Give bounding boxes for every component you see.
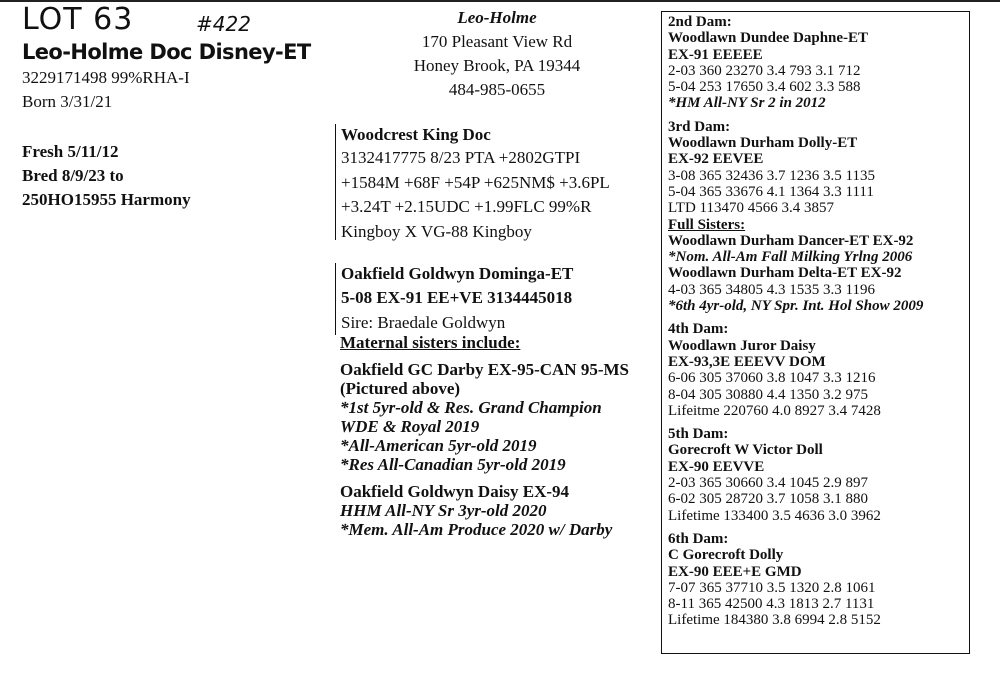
dam-heading: 3rd Dam:: [668, 118, 731, 135]
sister-award: *Res All-Canadian 5yr-old 2019: [340, 455, 566, 474]
sire-detail: Kingboy X VG-88 Kingboy: [341, 221, 532, 241]
fresh-date: Fresh 5/11/12: [22, 142, 119, 161]
dam2-section: [668, 14, 969, 112]
dam3-section: [668, 119, 969, 217]
production-record: 6-06 305 37060 3.8 1047 3.3 1216: [668, 370, 876, 387]
sister-name: Woodlawn Durham Delta-ET EX-92: [668, 265, 902, 282]
birth-date: Born 3/31/21: [22, 92, 113, 111]
dam6-section: [668, 531, 969, 629]
sister-note: (Pictured above): [340, 379, 461, 398]
dam-name: Woodlawn Durham Dolly-ET: [668, 135, 858, 152]
owner-phone: 484-985-0655: [448, 80, 546, 99]
dam-heading: 4th Dam:: [668, 321, 729, 338]
production-record: 5-04 253 17650 3.4 602 3.3 588: [668, 79, 861, 96]
lot-number: #422: [196, 12, 251, 36]
sister-award: WDE & Royal 2019: [340, 417, 480, 436]
production-record: 6-02 305 28720 3.7 1058 3.1 880: [668, 491, 868, 508]
owner-info: [385, 6, 609, 102]
maternal-heading: Maternal sisters include:: [340, 333, 521, 352]
dam-classification: 5-08 EX-91 EE+VE 3134445018: [341, 288, 573, 307]
owner-city: Honey Brook, PA 19344: [413, 56, 581, 75]
dam-name: Oakfield Goldwyn Dominga-ET: [341, 264, 574, 283]
pedigree-box: [661, 11, 970, 654]
sister-award: HHM All-NY Sr 3yr-old 2020: [340, 501, 547, 520]
full-sisters-section: [668, 217, 969, 315]
dam-score: EX-93,3E EEEVV DOM: [668, 353, 826, 370]
production-record: 4-03 365 34805 4.3 1535 3.3 1196: [668, 281, 875, 298]
dam-heading: 5th Dam:: [668, 426, 729, 443]
registration-line: 3229171498 99%RHA-I: [22, 68, 190, 87]
sire-detail: +3.24T +2.15UDC +1.99FLC 99%R: [341, 197, 592, 216]
sister-award: *All-American 5yr-old 2019: [340, 436, 537, 455]
animal-name: Leo-Holme Doc Disney-ET: [22, 40, 311, 64]
dam-heading: 2nd Dam:: [668, 14, 732, 30]
sister-award: *Mem. All-Am Produce 2020 w/ Darby: [340, 520, 613, 539]
owner-street: 170 Pleasant View Rd: [421, 32, 573, 51]
dam-score: EX-92 EEVEE: [668, 151, 764, 168]
production-record: 5-04 365 33676 4.1 1364 3.3 1111: [668, 183, 874, 200]
dam-name: Gorecroft W Victor Doll: [668, 442, 823, 459]
dam-award: *HM All-NY Sr 2 in 2012: [668, 95, 826, 112]
dam-block: [335, 263, 666, 335]
lot-title: LOT 63: [22, 2, 134, 37]
production-record: 3-08 365 32436 3.7 1236 3.5 1135: [668, 167, 875, 184]
production-record: Lifetime 184380 3.8 6994 2.8 5152: [668, 612, 881, 629]
production-record: 8-04 305 30880 4.4 1350 3.2 975: [668, 386, 868, 403]
sire-block: [335, 124, 666, 240]
full-sisters-heading: Full Sisters:: [668, 216, 746, 233]
sire-name: Woodcrest King Doc: [341, 125, 491, 144]
maternal-sisters: [340, 332, 660, 539]
dam-name: Woodlawn Juror Daisy: [668, 337, 816, 354]
production-record: 8-11 365 42500 4.3 1813 2.7 1131: [668, 596, 875, 613]
dam-heading: 6th Dam:: [668, 530, 729, 547]
dam-sire: Sire: Braedale Goldwyn: [341, 313, 506, 332]
sister-name: Oakfield Goldwyn Daisy EX-94: [340, 482, 570, 501]
production-record: 7-07 365 37710 3.5 1320 2.8 1061: [668, 579, 876, 596]
production-record: LTD 113470 4566 3.4 3857: [668, 200, 834, 217]
sister-award: *Nom. All-Am Fall Milking Yrlng 2006: [668, 249, 913, 266]
production-record: 2-03 360 23270 3.4 793 3.1 712: [668, 62, 861, 79]
owner-farm: Leo-Holme: [457, 8, 537, 27]
sister-award: *1st 5yr-old & Res. Grand Champion: [340, 398, 602, 417]
production-record: Lifeitme 220760 4.0 8927 3.4 7428: [668, 402, 881, 419]
dam-score: EX-90 EEVVE: [668, 458, 765, 475]
sister-name: Woodlawn Durham Dancer-ET EX-92: [668, 232, 914, 249]
production-record: Lifetime 133400 3.5 4636 3.0 3962: [668, 507, 881, 524]
sire-detail: +1584M +68F +54P +625NM$ +3.6PL: [341, 172, 610, 192]
dam-name: Woodlawn Dundee Daphne-ET: [668, 30, 869, 47]
bred-date: Bred 8/9/23 to: [22, 166, 124, 185]
sister-award: *6th 4yr-old, NY Spr. Int. Hol Show 2009: [668, 298, 924, 315]
dam-score: EX-90 EEE+E GMD: [668, 563, 802, 580]
dam-score: EX-91 EEEEE: [668, 46, 763, 63]
sire-detail: 3132417775 8/23 PTA +2802GTPI: [341, 148, 581, 167]
top-rule: [0, 0, 1000, 2]
dam4-section: [668, 321, 969, 419]
bred-to-sire: 250HO15955 Harmony: [22, 190, 191, 209]
production-record: 2-03 365 30660 3.4 1045 2.9 897: [668, 475, 868, 492]
dam-name: C Gorecroft Dolly: [668, 547, 784, 564]
sister-name: Oakfield GC Darby EX-95-CAN 95-MS: [340, 360, 629, 379]
breeding-info: [22, 140, 191, 212]
dam5-section: [668, 426, 969, 524]
